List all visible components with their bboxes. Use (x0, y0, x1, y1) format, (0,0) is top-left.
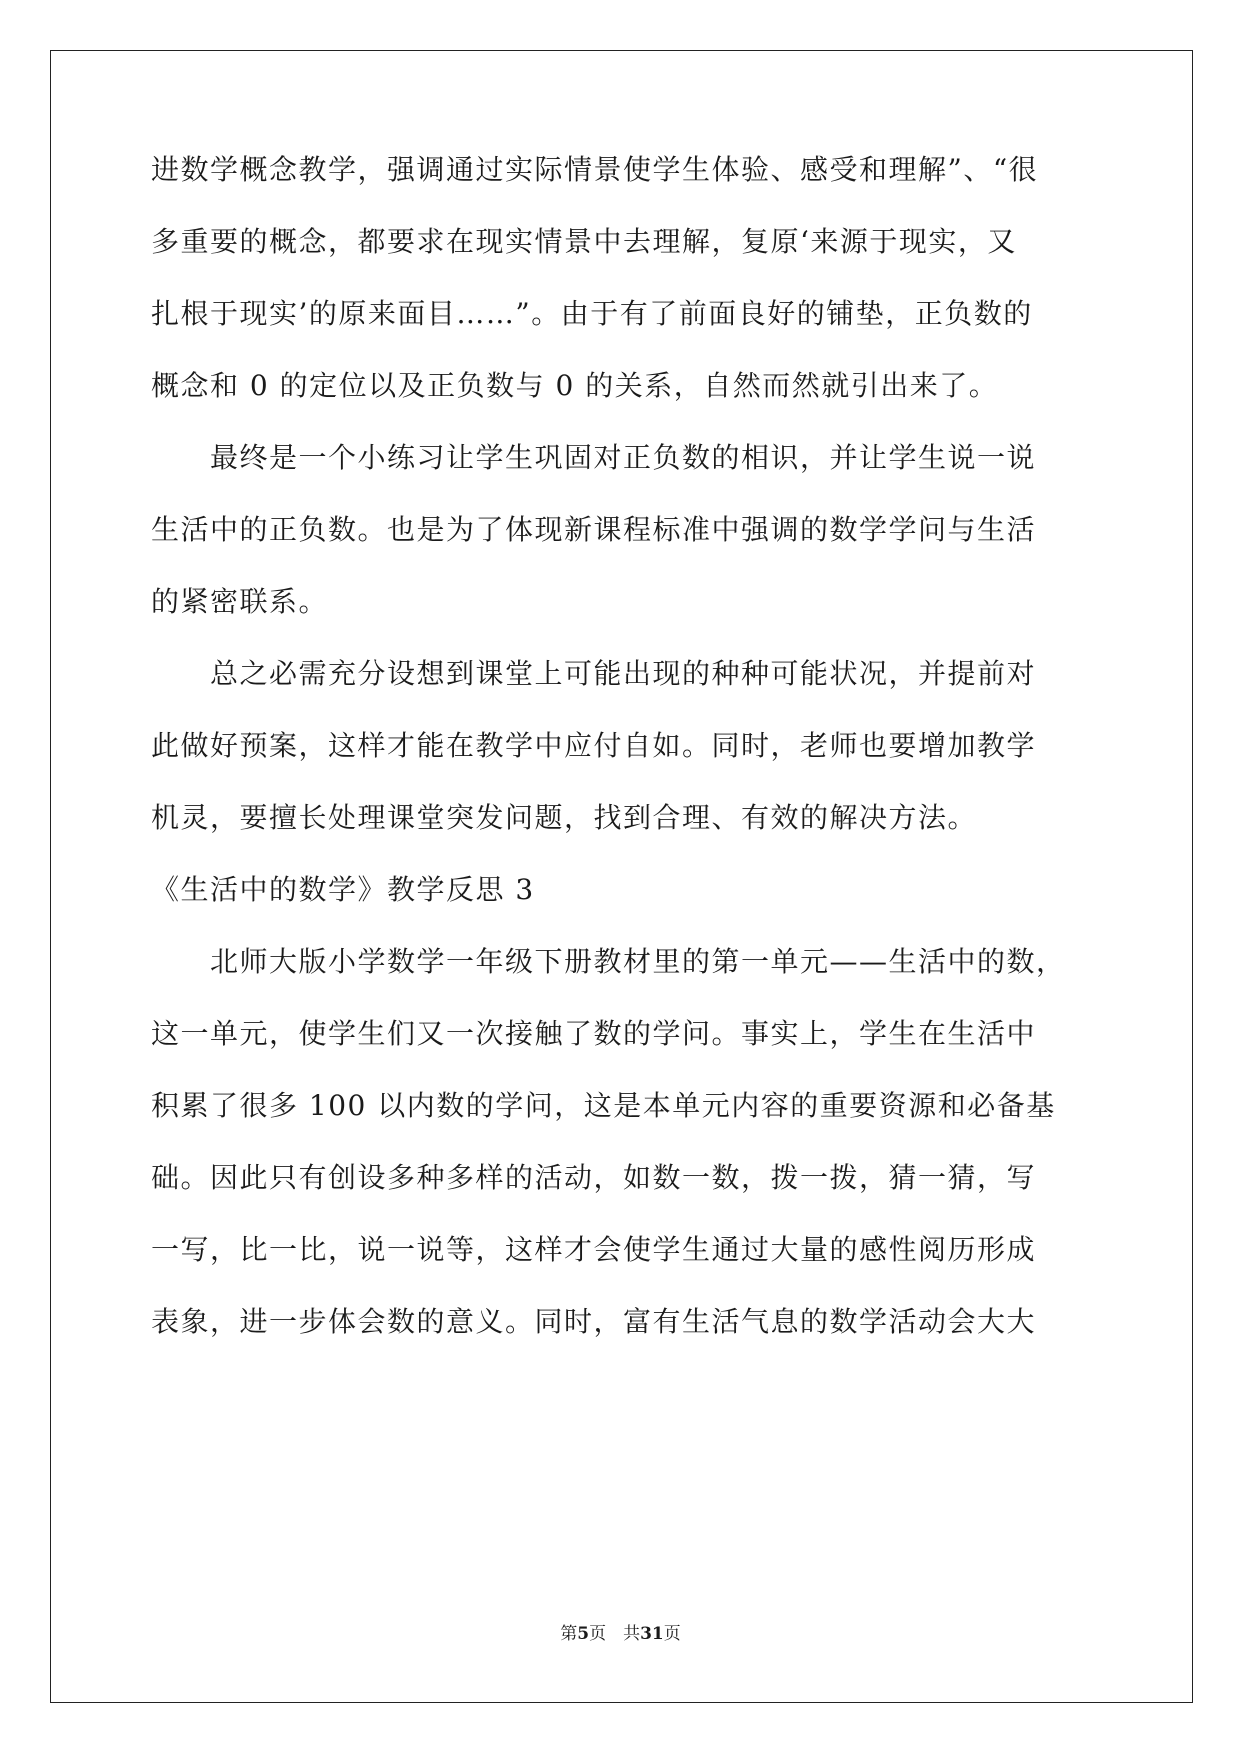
text-line: 机灵，要擅长处理课堂突发问题，找到合理、有效的解决方法。 (151, 801, 978, 834)
text-line: 生活中的正负数。也是为了体现新课程标准中强调的数学学问与生活 (151, 513, 1037, 546)
text-line: 础。因此只有创设多种多样的活动，如数一数，拨一拨，猜一猜，写 (151, 1161, 1037, 1194)
text-line: 此做好预案，这样才能在教学中应付自如。同时，老师也要增加教学 (151, 729, 1037, 762)
footer-middle: 页 共 (589, 1624, 641, 1644)
text-line: 北师大版小学数学一年级下册教材里的第一单元——生活中的数， (151, 945, 1066, 978)
text-line: 最终是一个小练习让学生巩固对正负数的相识，并让学生说一说 (151, 441, 1037, 474)
text-line: 积累了很多 100 以内数的学问，这是本单元内容的重要资源和必备基 (151, 1089, 1056, 1122)
footer-suffix: 页 (663, 1624, 681, 1644)
text-line: 总之必需充分设想到课堂上可能出现的种种可能状况，并提前对 (151, 657, 1037, 690)
footer-prefix: 第 (560, 1624, 578, 1644)
text-line: 扎根于现实’的原来面目……”。由于有了前面良好的铺垫，正负数的 (151, 297, 1033, 330)
text-line: 进数学概念教学，强调通过实际情景使学生体验、感受和理解”、“很 (151, 153, 1039, 186)
total-pages: 31 (640, 1624, 664, 1644)
page-number: 5 (577, 1624, 590, 1644)
text-line: 表象，进一步体会数的意义。同时，富有生活气息的数学活动会大大 (151, 1305, 1037, 1338)
section-heading: 《生活中的数学》教学反思 3 (151, 873, 535, 906)
text-line: 一写，比一比，说一说等，这样才会使学生通过大量的感性阅历形成 (151, 1233, 1037, 1266)
text-line: 这一单元，使学生们又一次接触了数的学问。事实上，学生在生活中 (151, 1017, 1037, 1050)
page-footer (0, 1622, 1241, 1646)
text-line: 概念和 0 的定位以及正负数与 0 的关系，自然而然就引出来了。 (151, 369, 999, 402)
text-line: 多重要的概念，都要求在现实情景中去理解，复原‘来源于现实，又 (151, 225, 1017, 258)
text-line: 的紧密联系。 (151, 585, 329, 618)
